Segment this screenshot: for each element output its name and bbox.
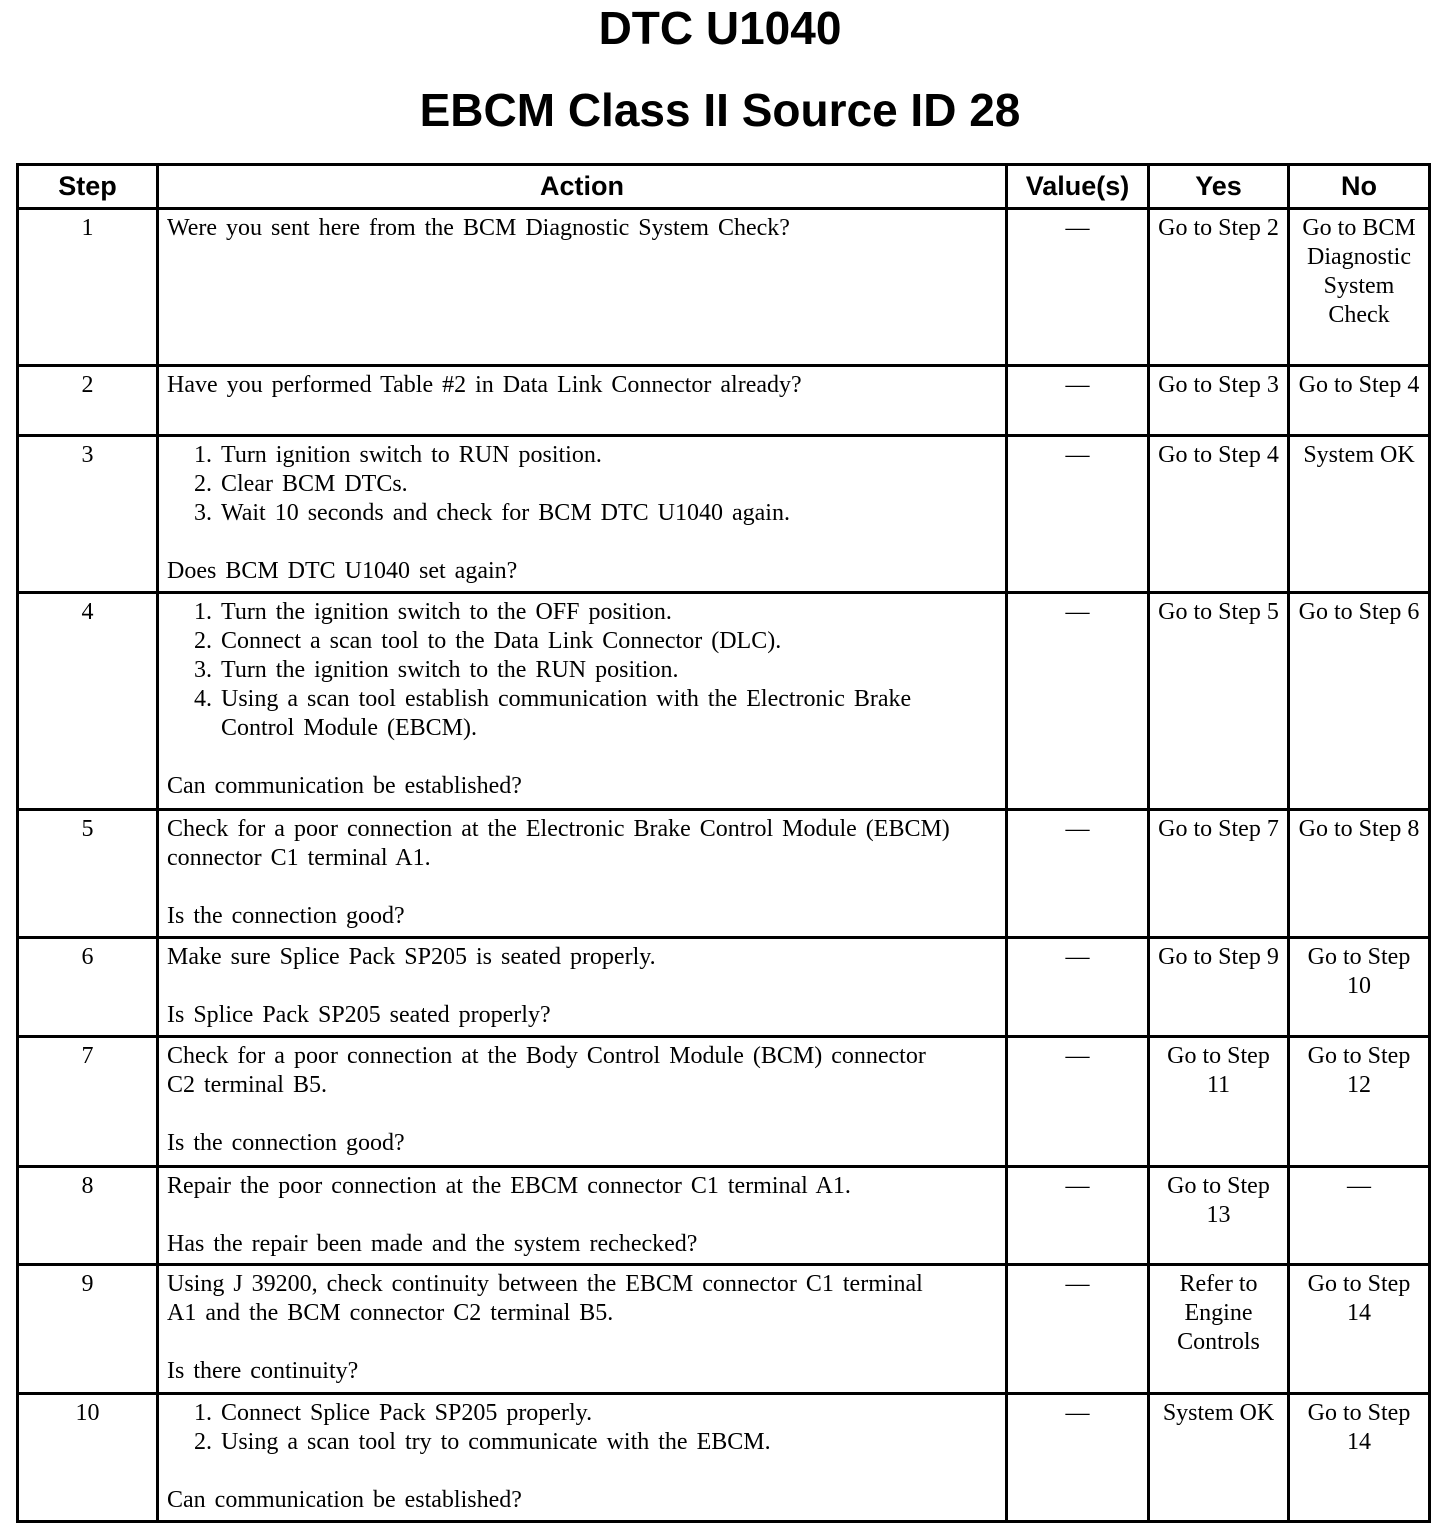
action-list xyxy=(167,1399,999,1457)
step-cell: 7 xyxy=(18,1037,158,1167)
diagnostic-table xyxy=(16,163,1431,1523)
value-cell: — xyxy=(1007,436,1149,593)
page-subtitle: EBCM Class II Source ID 28 xyxy=(419,84,1021,136)
action-question: Has the repair been made and the system rechecked? xyxy=(167,1231,698,1257)
table-row xyxy=(18,938,1430,1037)
step-cell: 9 xyxy=(18,1265,158,1394)
value-cell: — xyxy=(1007,593,1149,810)
header-no: No xyxy=(1289,165,1430,209)
list-item: 1. Turn the ignition switch to the OFF position. xyxy=(221,598,999,627)
yes-cell: Go to Step 5 xyxy=(1149,593,1289,810)
list-item: 2. Clear BCM DTCs. xyxy=(221,470,999,499)
action-cell xyxy=(158,938,1007,1037)
table-row xyxy=(18,593,1430,810)
header-step: Step xyxy=(18,165,158,209)
value-cell: — xyxy=(1007,366,1149,436)
value-cell: — xyxy=(1007,1265,1149,1394)
action-text: Make sure Splice Pack SP205 is seated properly. xyxy=(167,944,656,970)
action-list xyxy=(167,598,999,743)
action-cell xyxy=(158,366,1007,436)
table-row xyxy=(18,436,1430,593)
yes-cell: Go to Step 9 xyxy=(1149,938,1289,1037)
action-text: Check for a poor connection at the Body Control Module (BCM) connector C2 terminal B5. xyxy=(167,1043,926,1098)
no-cell: Go to Step 8 xyxy=(1289,810,1430,938)
action-text: Using J 39200, check continuity between the EBCM connector C1 terminal A1 and the BCM connector C2 terminal B5. xyxy=(167,1271,923,1326)
action-question: Can communication be established? xyxy=(167,1487,522,1513)
action-cell xyxy=(158,593,1007,810)
no-cell: Go to Step 12 xyxy=(1289,1037,1430,1167)
yes-cell: Refer to Engine Controls xyxy=(1149,1265,1289,1394)
action-cell xyxy=(158,1265,1007,1394)
value-cell: — xyxy=(1007,938,1149,1037)
action-text: Have you performed Table #2 in Data Link Connector already? xyxy=(167,372,802,398)
yes-cell: Go to Step 7 xyxy=(1149,810,1289,938)
step-cell: 8 xyxy=(18,1167,158,1265)
list-item: 2. Connect a scan tool to the Data Link Connector (DLC). xyxy=(221,627,999,656)
table-row xyxy=(18,1167,1430,1265)
value-cell: — xyxy=(1007,810,1149,938)
no-cell: Go to Step 4 xyxy=(1289,366,1430,436)
action-cell xyxy=(158,436,1007,593)
list-item: 2. Using a scan tool try to communicate with the EBCM. xyxy=(221,1428,999,1457)
action-cell xyxy=(158,1394,1007,1522)
table-row xyxy=(18,1394,1430,1522)
page-title: DTC U1040 xyxy=(598,2,842,54)
list-item: 4. Using a scan tool establish communication with the Electronic Brake Control Module (EBCM). xyxy=(221,685,999,743)
no-cell: Go to BCM Diagnostic System Check xyxy=(1289,209,1430,366)
yes-cell: System OK xyxy=(1149,1394,1289,1522)
list-item: 1. Connect Splice Pack SP205 properly. xyxy=(221,1399,999,1428)
header-values: Value(s) xyxy=(1007,165,1149,209)
value-cell: — xyxy=(1007,1394,1149,1522)
value-cell: — xyxy=(1007,209,1149,366)
action-cell xyxy=(158,1037,1007,1167)
list-item: 3. Turn the ignition switch to the RUN position. xyxy=(221,656,999,685)
action-question: Is the connection good? xyxy=(167,1130,405,1156)
step-cell: 5 xyxy=(18,810,158,938)
step-cell: 6 xyxy=(18,938,158,1037)
header-action: Action xyxy=(158,165,1007,209)
table-row xyxy=(18,810,1430,938)
yes-cell: Go to Step 13 xyxy=(1149,1167,1289,1265)
action-text: Were you sent here from the BCM Diagnostic System Check? xyxy=(167,215,790,241)
step-cell: 10 xyxy=(18,1394,158,1522)
step-cell: 4 xyxy=(18,593,158,810)
step-cell: 1 xyxy=(18,209,158,366)
action-list xyxy=(167,441,999,528)
action-cell xyxy=(158,810,1007,938)
no-cell: System OK xyxy=(1289,436,1430,593)
action-text: Check for a poor connection at the Electronic Brake Control Module (EBCM) connector C1 terminal A1. xyxy=(167,816,950,871)
table-row xyxy=(18,366,1430,436)
value-cell: — xyxy=(1007,1037,1149,1167)
action-question: Can communication be established? xyxy=(167,773,522,799)
step-cell: 3 xyxy=(18,436,158,593)
action-question: Is the connection good? xyxy=(167,903,405,929)
action-question: Does BCM DTC U1040 set again? xyxy=(167,558,518,584)
yes-cell: Go to Step 11 xyxy=(1149,1037,1289,1167)
action-cell xyxy=(158,1167,1007,1265)
action-question: Is Splice Pack SP205 seated properly? xyxy=(167,1002,551,1028)
no-cell: Go to Step 6 xyxy=(1289,593,1430,810)
header-yes: Yes xyxy=(1149,165,1289,209)
table-row xyxy=(18,1265,1430,1394)
table-header-row xyxy=(18,165,1430,209)
no-cell: Go to Step 14 xyxy=(1289,1265,1430,1394)
table-row xyxy=(18,1037,1430,1167)
yes-cell: Go to Step 4 xyxy=(1149,436,1289,593)
list-item: 3. Wait 10 seconds and check for BCM DTC U1040 again. xyxy=(221,499,999,528)
no-cell: Go to Step 14 xyxy=(1289,1394,1430,1522)
action-cell xyxy=(158,209,1007,366)
yes-cell: Go to Step 2 xyxy=(1149,209,1289,366)
table-row xyxy=(18,209,1430,366)
no-cell: Go to Step 10 xyxy=(1289,938,1430,1037)
yes-cell: Go to Step 3 xyxy=(1149,366,1289,436)
action-question: Is there continuity? xyxy=(167,1358,359,1384)
list-item: 1. Turn ignition switch to RUN position. xyxy=(221,441,999,470)
step-cell: 2 xyxy=(18,366,158,436)
action-text: Repair the poor connection at the EBCM connector C1 terminal A1. xyxy=(167,1173,851,1199)
value-cell: — xyxy=(1007,1167,1149,1265)
no-cell: — xyxy=(1289,1167,1430,1265)
